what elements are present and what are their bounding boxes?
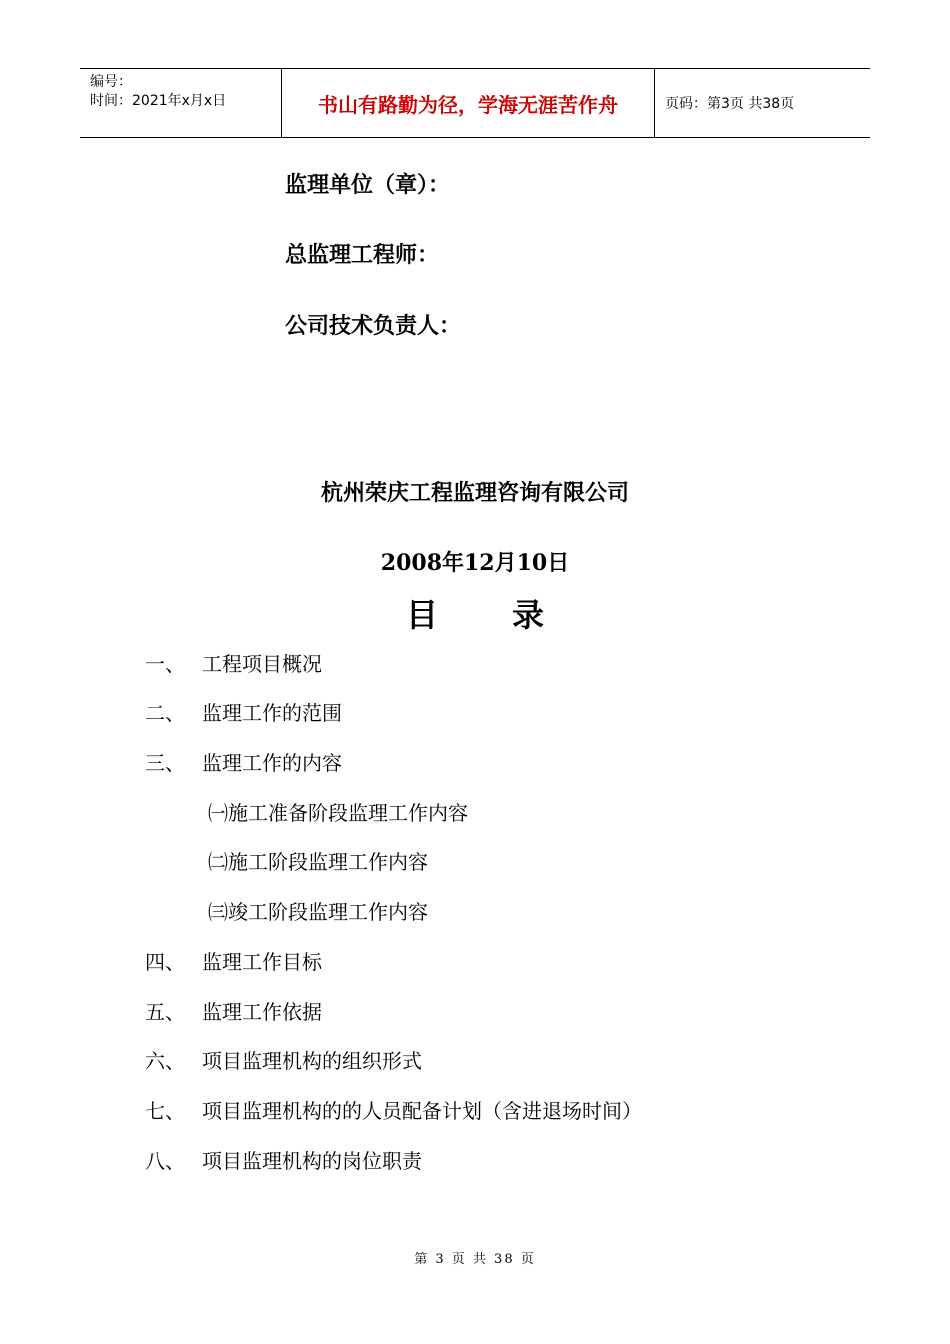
toc-item (145, 996, 322, 1025)
toc-title (0, 590, 950, 636)
toc-subitem: ㈢竣工阶段监理工作内容 (208, 900, 428, 924)
toc-item-label: 工程项目概况 (202, 652, 322, 676)
header-meta-cell (80, 69, 282, 137)
time-label: 时间：2021年x月x日 (90, 93, 227, 109)
company-name: 杭州荣庆工程监理咨询有限公司 (320, 481, 629, 506)
toc-item-number: 七、 (145, 1099, 185, 1123)
toc-item-number: 一、 (145, 652, 185, 676)
toc-item-label: 监理工作目标 (202, 950, 322, 974)
toc-item (145, 1045, 422, 1074)
toc-item-number: 四、 (145, 950, 185, 974)
toc-item (145, 1095, 642, 1124)
header-motto: 书山有路勤为径，学海无涯苦作舟 (282, 69, 655, 137)
toc-subitem: ㈡施工阶段监理工作内容 (208, 850, 428, 874)
toc-title-char-2: 录 (512, 596, 545, 634)
toc-item-label: 监理工作的范围 (202, 701, 342, 725)
toc-item (145, 1145, 422, 1174)
toc-item-number: 三、 (145, 751, 185, 775)
toc-item (145, 747, 342, 776)
toc-item-label: 项目监理机构的组织形式 (202, 1049, 422, 1073)
serial-label: 编号： (90, 74, 132, 90)
toc-title-char-1: 目 (405, 596, 438, 634)
toc-item-number: 五、 (145, 1000, 185, 1024)
toc-item-number: 六、 (145, 1049, 185, 1073)
document-date: 2008年12月10日 (380, 550, 570, 576)
toc-subitem: ㈠施工准备阶段监理工作内容 (208, 801, 468, 825)
signature-supervision-unit: 监理单位（章）： (285, 173, 451, 198)
toc-item-label: 监理工作的内容 (202, 751, 342, 775)
toc-item (145, 946, 322, 975)
page-footer: 第 3 页 共 38 页 (414, 1252, 536, 1267)
toc-item-label: 监理工作依据 (202, 1000, 322, 1024)
toc-item-label: 项目监理机构的岗位职责 (202, 1149, 422, 1173)
toc-item-number: 二、 (145, 701, 185, 725)
header-page-info: 页码：第3页 共38页 (665, 96, 795, 112)
toc-item-number: 八、 (145, 1149, 185, 1173)
document-header (80, 68, 870, 138)
toc-item (145, 697, 342, 726)
toc-item-label: 项目监理机构的的人员配备计划（含进退场时间） (202, 1099, 642, 1123)
toc-item (145, 648, 322, 677)
signature-chief-engineer: 总监理工程师： (285, 243, 440, 268)
signature-technical-director: 公司技术负责人： (285, 314, 462, 339)
